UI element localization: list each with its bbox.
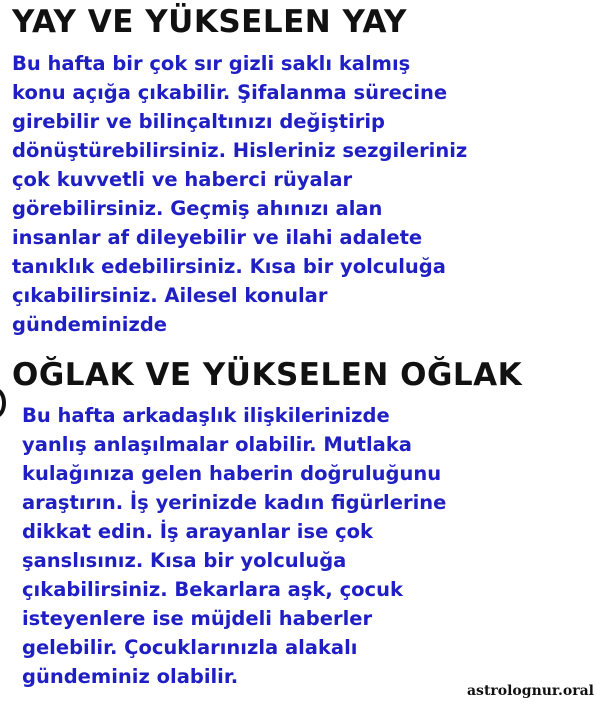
partial-letter-mark-icon <box>0 388 6 418</box>
section-text-capricorn: Bu hafta arkadaşlık ilişkilerinizde yanlış anlaşılmalar olabilir. Mutlaka kulağınıza gelen haberin doğruluğunu araştırın. İş yerinizde kadın figürlerine dikkat edin. İş arayanlar ise çok şanslısınız. Kısa bir yolculuğa çıkabilirsiniz. Bekarlara aşk, çocuk isteyenlere ise müjdeli haberler gelebilir. Çocuklarınızla alakalı gündeminiz olabilir. <box>22 404 447 688</box>
section-title-sagittarius: YAY VE YÜKSELEN YAY <box>12 4 407 40</box>
section-text-sagittarius: Bu hafta bir çok sır gizli saklı kalmış konu açığa çıkabilir. Şifalanma sürecine girebilir ve bilinçaltınızı değiştirip dönüştürebilirsiniz. Hisleriniz sezgileriniz çok kuvvetli ve haberci rüyalar görebilirsiniz. Geçmiş ahınızı alan insanlar af dileyebilir ve ilahi adalete tanıklık edebilirsiniz. Kısa bir yolculuğa çıkabilirsiniz. Ailesel konular gündeminizde <box>12 52 468 336</box>
watermark-handle: astrolognur.oral <box>466 683 594 699</box>
section-title-capricorn: OĞLAK VE YÜKSELEN OĞLAK <box>12 357 523 393</box>
